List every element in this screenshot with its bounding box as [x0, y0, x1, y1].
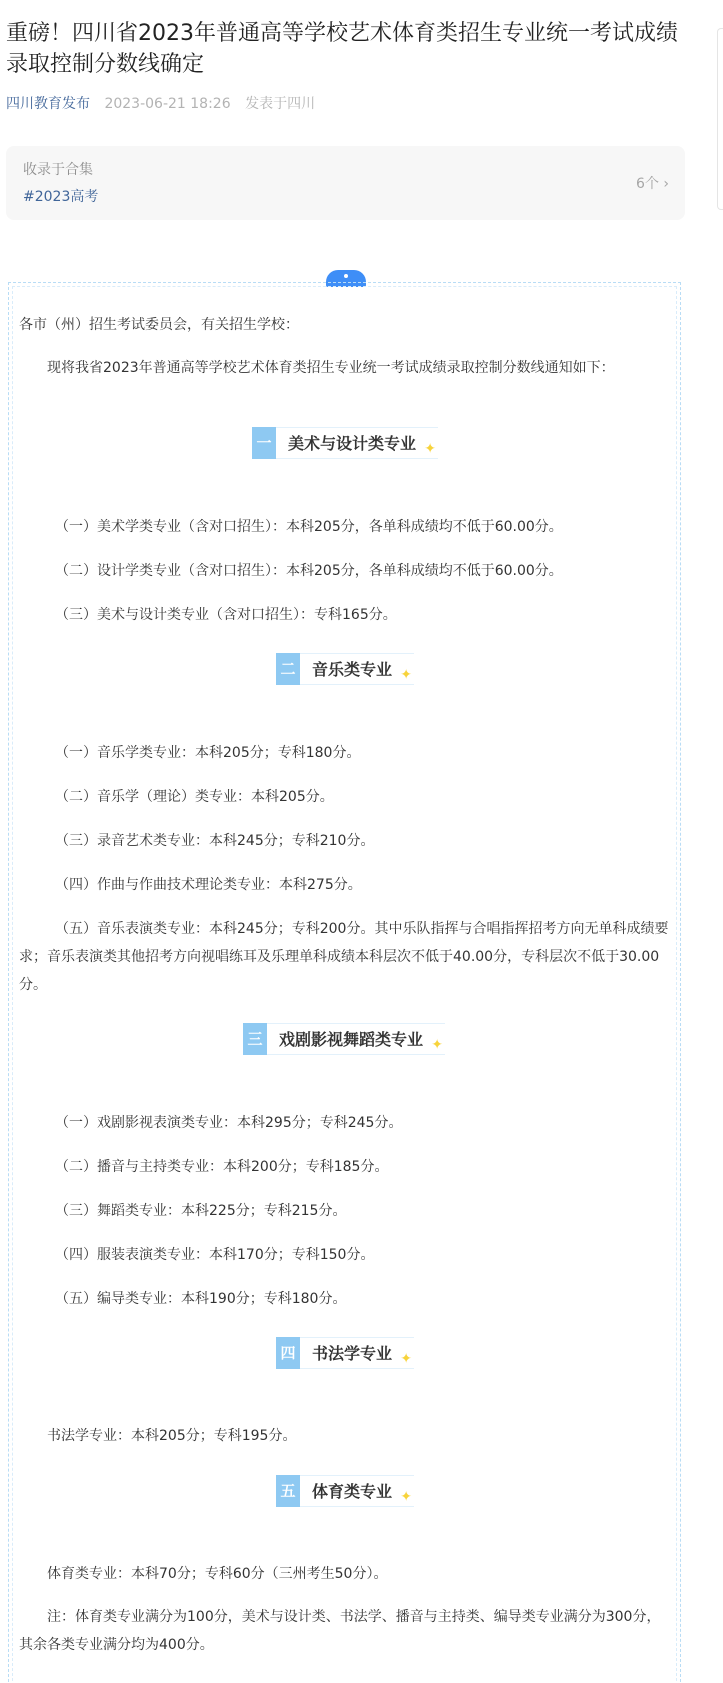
list-item: （四）服装表演类专业：本科170分；专科150分。 — [55, 1247, 375, 1263]
ornament-dot — [344, 274, 348, 278]
section-number: 一 — [252, 427, 276, 459]
list-item: （二）播音与主持类专业：本科200分；专科185分。 — [55, 1159, 389, 1175]
section-number: 五 — [276, 1475, 300, 1507]
section-title: 音乐类专业 ✦ — [300, 653, 414, 685]
collection-card[interactable] — [6, 146, 685, 220]
list-item: （一）戏剧影视表演类专业：本科295分；专科245分。 — [55, 1115, 403, 1131]
sparkle-icon: ✦ — [400, 667, 413, 683]
list-item: （一）音乐学类专业：本科205分；专科180分。 — [55, 745, 361, 761]
section-number: 二 — [276, 653, 300, 685]
list-item: 书法学专业：本科205分；专科195分。 — [47, 1428, 297, 1444]
list-item: （五）音乐表演类专业：本科245分；专科200分。其中乐队指挥与合唱指挥招考方向无单科成绩要求；音乐表演类其他招考方向视唱练耳及乐理单科成绩本科层次不低于40.00分，专科层次不低于30.00分。 — [19, 921, 669, 993]
section-number: 三 — [243, 1023, 267, 1055]
section-title: 书法学专业 ✦ — [300, 1337, 414, 1369]
list-item: （二）设计学类专业（含对口招生）：本科205分，各单科成绩均不低于60.00分。 — [55, 563, 563, 579]
section-title: 美术与设计类专业 ✦ — [276, 427, 438, 459]
publish-location: 发表于四川 — [245, 96, 316, 112]
list-item: （三）舞蹈类专业：本科225分；专科215分。 — [55, 1203, 347, 1219]
article-meta — [6, 93, 315, 113]
section-title: 戏剧影视舞蹈类专业 ✦ — [267, 1023, 445, 1055]
article-title: 重磅！四川省2023年普通高等学校艺术体育类招生专业统一考试成绩录取控制分数线确定 — [6, 21, 678, 77]
sparkle-icon: ✦ — [400, 1351, 413, 1367]
list-item: （五）编导类专业：本科190分；专科180分。 — [55, 1291, 347, 1307]
sparkle-icon: ✦ — [400, 1489, 413, 1505]
list-item: （二）音乐学（理论）类专业：本科205分。 — [55, 789, 334, 805]
list-item: （四）作曲与作曲技术理论类专业：本科275分。 — [55, 877, 362, 893]
author-link[interactable]: 四川教育发布 — [6, 96, 90, 112]
section-heading-2 — [276, 653, 414, 685]
list-item: 体育类专业：本科70分；专科60分（三州考生50分）。 — [47, 1566, 388, 1582]
sparkle-icon: ✦ — [424, 441, 437, 457]
section-heading-4 — [276, 1337, 414, 1369]
section-heading-3 — [243, 1023, 445, 1055]
collection-tag[interactable]: #2023高考 — [23, 189, 99, 205]
list-item: （三）录音艺术类专业：本科245分；专科210分。 — [55, 833, 375, 849]
section-title: 体育类专业 ✦ — [300, 1475, 414, 1507]
side-panel-edge — [717, 28, 723, 210]
list-item: （一）美术学类专业（含对口招生）：本科205分，各单科成绩均不低于60.00分。 — [55, 519, 563, 535]
section-heading-1 — [252, 427, 438, 459]
list-item: （三）美术与设计类专业（含对口招生）：专科165分。 — [55, 607, 397, 623]
collection-label: 收录于合集 — [23, 162, 93, 178]
greeting-paragraph: 各市（州）招生考试委员会，有关招生学校： — [19, 317, 299, 333]
collection-count[interactable]: 6个 › — [636, 176, 669, 192]
note-paragraph: 注：体育类专业满分为100分，美术与设计类、书法学、播音与主持类、编导类专业满分为300分，其余各类专业满分均为400分。 — [19, 1609, 661, 1653]
sparkle-icon: ✦ — [431, 1037, 444, 1053]
publish-time: 2023-06-21 18:26 — [104, 96, 231, 112]
intro-paragraph: 现将我省2023年普通高等学校艺术体育类招生专业统一考试成绩录取控制分数线通知如下： — [47, 360, 615, 376]
section-number: 四 — [276, 1337, 300, 1369]
section-heading-5 — [276, 1475, 414, 1507]
